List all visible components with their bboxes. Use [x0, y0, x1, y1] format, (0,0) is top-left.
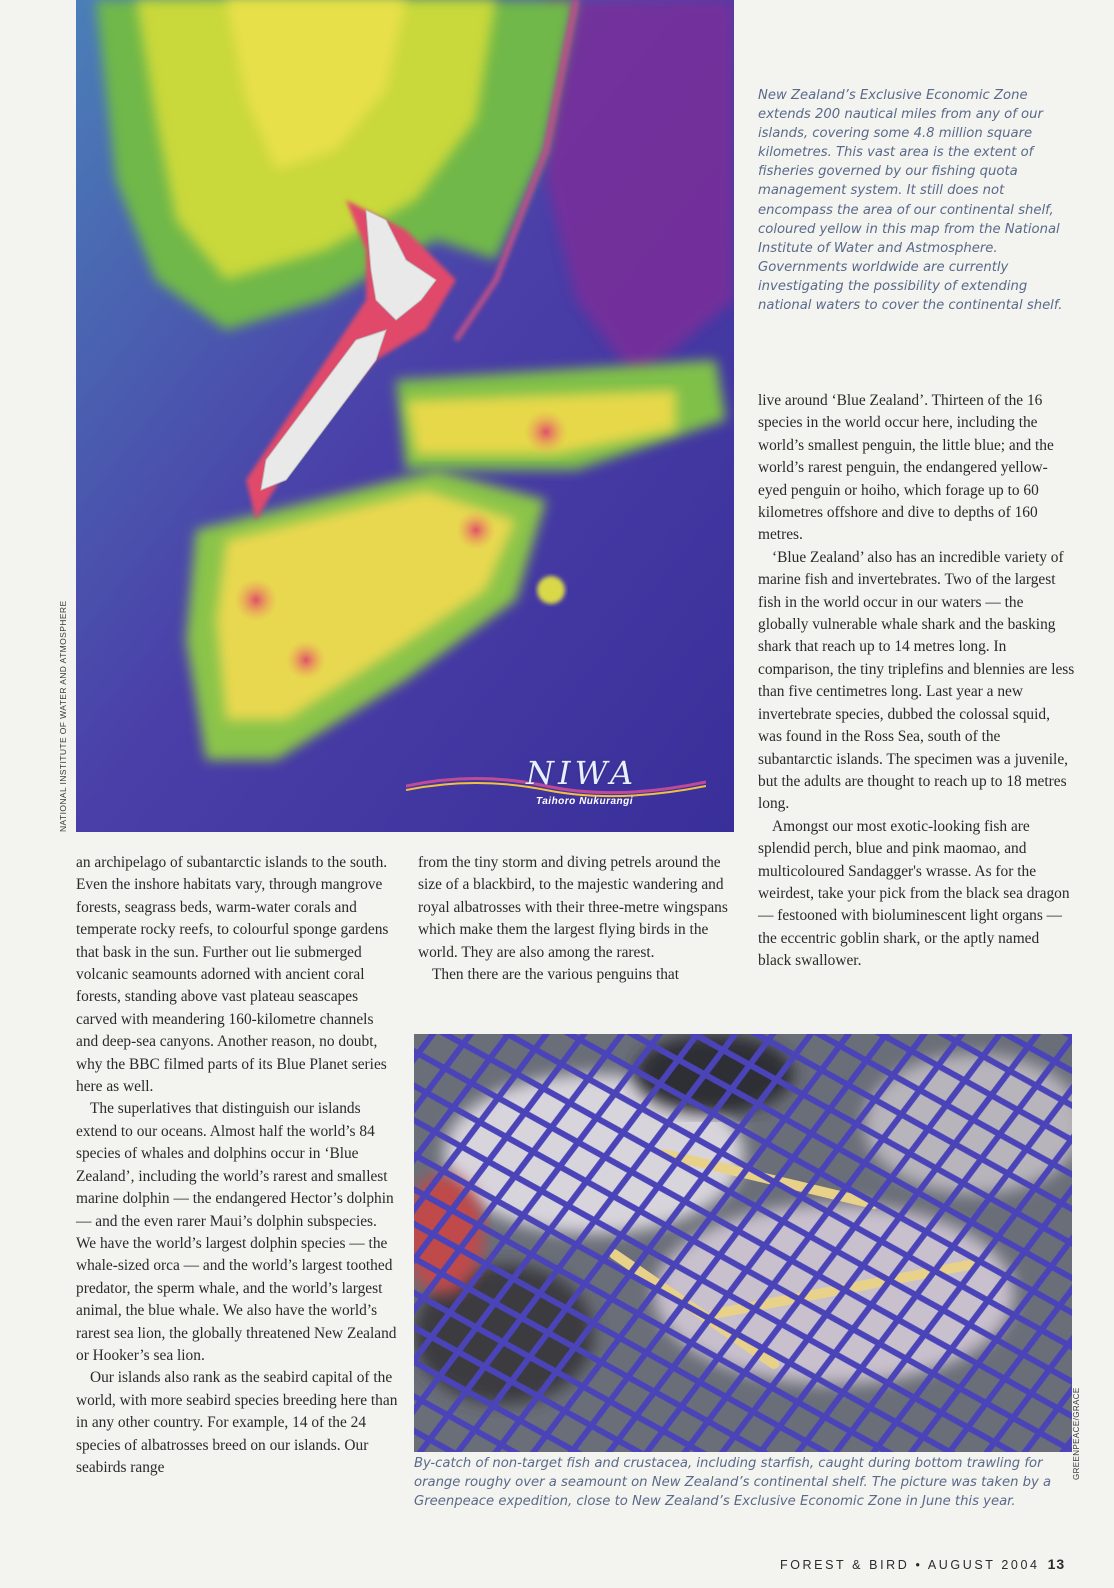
column2-paragraph-1: from the tiny storm and diving petrels around the size of a blackbird, to the majestic wandering and royal albatrosses with their three-metre wingspans which make them the largest flying birds in the world. They are also among the rarest. — [418, 854, 728, 961]
column3-paragraph-2: ‘Blue Zealand’ also has an incredible variety of marine fish and invertebrates. Two of the largest fish in the world occur in our waters — the globally vulnerable whale shark and the basking shark that reach up to 14 metres long. In comparison, the tiny triplefins and blennies are less than five centimetres long. Last year a new invertebrate species, dubbed the colossal squid, was found in the Ross Sea, south of the subantarctic islands. The specimen was a juvenile, but the adults are thought to reach up to 18 metres long. — [758, 548, 1075, 813]
niwa-logo-subtext: Taihoro Nukurangi — [536, 796, 634, 807]
bathymetry-map-image — [76, 0, 734, 832]
photo-caption: By-catch of non-target fish and crustacea, including starfish, caught during bottom trawling for orange roughy over a seamount on New Zealand’s continental shelf. The picture was taken by a Greenpeace expedition, close to New Zealand’s Exclusive Economic Zone in June this year. — [414, 1456, 1052, 1510]
column1-paragraph-1: an archipelago of subantarctic islands to the south. Even the inshore habitats vary, through mangrove forests, seagrass beds, warm-water corals and temperate rocky reefs, to colourful sponge gardens that bask in the sun. Further out lie submerged volcanic seamounts adorned with ancient coral forests, standing above vast plateau seascapes carved with meandering 160-kilometre channels and deep-sea canyons. Another reason, no doubt, why the BBC filmed parts of its Blue Planet series here as well. — [76, 854, 389, 1096]
page-footer — [780, 1556, 1065, 1572]
column1-paragraph-2: The superlatives that distinguish our islands extend to our oceans. Almost half the world’s 84 species of whales and dolphins occur in ‘Blue Zealand’, including the world’s rarest and smallest marine dolphin — the endangered Hector’s dolphin — and the even rarer Maui’s dolphin subspecies. We have the world’s largest dolphin species — the whale-sized orca — and the world’s largest toothed predator, the sperm whale, and the world’s largest animal, the blue whale. We also have the world’s rarest sea lion, the globally threatened New Zealand or Hooker’s sea lion. — [76, 1100, 397, 1364]
bycatch-photo-figure — [414, 1034, 1072, 1452]
bathymetry-map-figure — [76, 0, 734, 832]
article-column-1 — [76, 852, 398, 1479]
page-number: 13 — [1047, 1556, 1066, 1572]
photo-credit: GREENPEACE/GRACE — [1072, 1387, 1081, 1480]
column1-paragraph-3: Our islands also rank as the seabird capital of the world, with more seabird species breeding here than in any other country. For example, 14 of the 24 species of albatrosses breed on our islands. Our seabirds range — [76, 1369, 398, 1476]
niwa-logo — [406, 752, 706, 822]
article-column-2 — [418, 852, 734, 986]
column2-paragraph-2: Then there are the various penguins that — [432, 966, 680, 984]
bycatch-photo-image — [414, 1034, 1072, 1452]
niwa-logo-text: NIWA — [526, 754, 638, 792]
column3-paragraph-3: Amongst our most exotic-looking fish are splendid perch, blue and pink maomao, and multicoloured Sandagger's wrasse. As for the weirdest, take your pick from the black sea dragon — festooned with bioluminescent light organs — the eccentric goblin shark, or the aptly named black swallower. — [758, 817, 1070, 970]
footer-publication: FOREST & BIRD • AUGUST 2004 — [780, 1558, 1040, 1572]
column3-paragraph-1: live around ‘Blue Zealand’. Thirteen of the 16 species in the world occur here, including the world’s smallest penguin, the little blue; and the world’s rarest penguin, the endangered yellow-eyed penguin or hoiho, which forage up to 60 kilometres offshore and dive to depths of 160 metres. — [758, 392, 1054, 544]
article-column-3 — [758, 390, 1076, 973]
map-photo-credit: NATIONAL INSTITUTE OF WATER AND ATMOSPHERE — [58, 600, 68, 832]
map-caption: New Zealand’s Exclusive Economic Zone extends 200 nautical miles from any of our islands, covering some 4.8 million square kilometres. This vast area is the extent of fisheries governed by our fishing quota management system. It still does not encompass the area of our continental shelf, coloured yellow in this map from the National Institute of Water and Astmosphere. Governments worldwide are currently investigating the possibility of extending national waters to cover the continental shelf. — [758, 88, 1063, 314]
